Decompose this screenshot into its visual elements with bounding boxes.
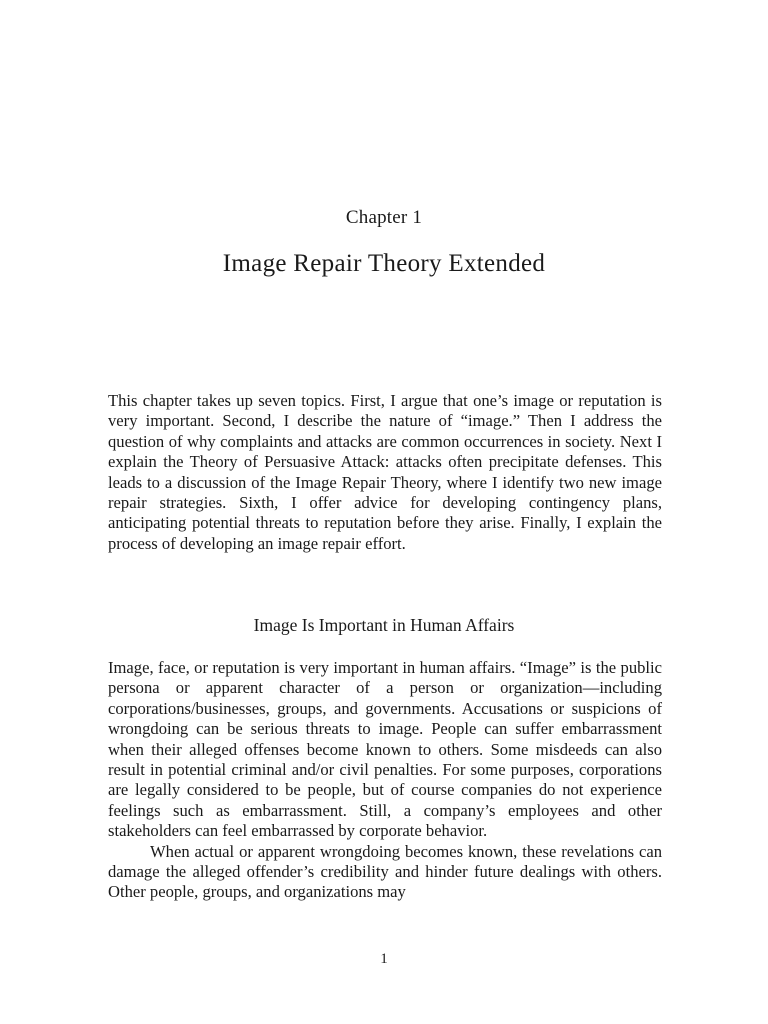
- chapter-label: Chapter 1: [345, 207, 423, 228]
- chapter-title: Image Repair Theory Extended: [222, 250, 546, 277]
- body-paragraph-1: Image, face, or reputation is very important in human affairs. “Image” is the public persona or apparent character of a person or organization—including corporations/businesses, groups, and governments. Accusations or suspicions of wrongdoing can be serious threats to image. People can suffer embarrassment when their alleged offenses become known to others. Some misdeeds can also result in potential criminal and/or civil penalties. For some purposes, corporations are legally considered to be people, but of course companies do not experience feelings such as embarrassment. Still, a company’s employees and other stakeholders can feel embarrassed by corporate behavior.: [108, 658, 662, 841]
- page-number: 1: [380, 951, 388, 967]
- section-body: [108, 658, 662, 903]
- section-heading: Image Is Important in Human Affairs: [253, 615, 515, 635]
- intro-paragraph: This chapter takes up seven topics. First, I argue that one’s image or reputation is very important. Second, I describe the nature of “image.” Then I address the question of why complaints and attacks are common occurrences in society. Next I explain the Theory of Persuasive Attack: attacks often precipitate defenses. This leads to a discussion of the Image Repair Theory, where I identify two new image repair strategies. Sixth, I offer advice for developing contingency plans, anticipating potential threats to reputation before they arise. Finally, I explain the process of developing an image repair effort.: [108, 391, 662, 553]
- intro-paragraph-block: [108, 391, 662, 554]
- body-paragraph-2: When actual or apparent wrongdoing becomes known, these revelations can damage the alleged offender’s credibility and hinder future dealings with others. Other people, groups, and organizations may: [108, 841, 662, 902]
